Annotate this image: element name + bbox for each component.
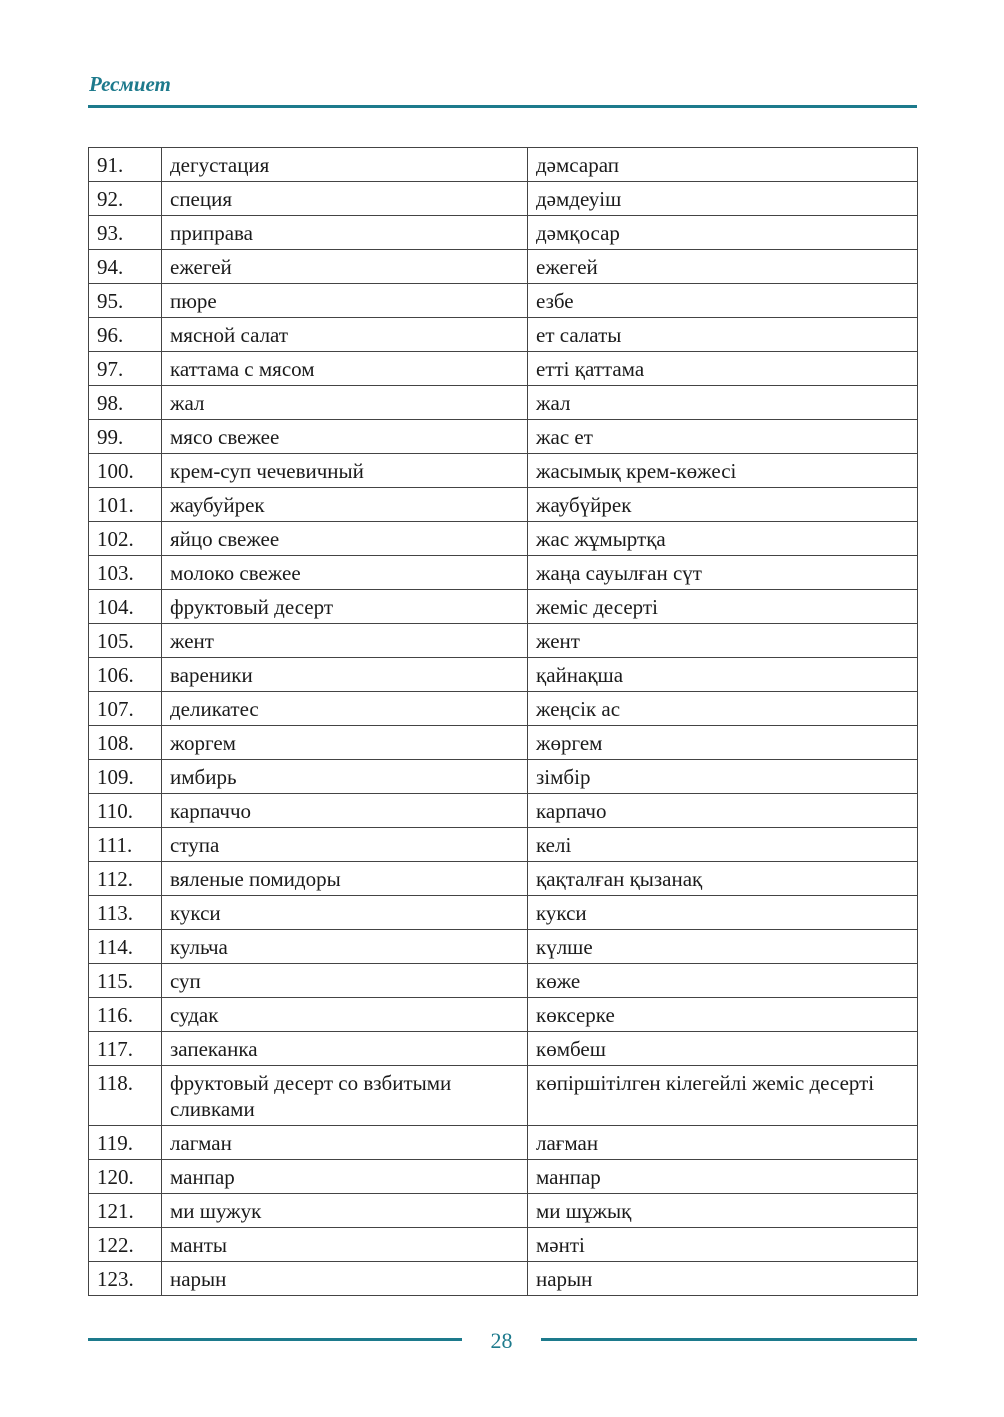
- row-number: 108.: [89, 726, 162, 760]
- russian-term: жал: [162, 386, 528, 420]
- russian-term: деликатес: [162, 692, 528, 726]
- table-row: [89, 352, 918, 386]
- row-number: 107.: [89, 692, 162, 726]
- russian-term: жент: [162, 624, 528, 658]
- table-row: [89, 998, 918, 1032]
- kazakh-term: мәнті: [528, 1228, 918, 1262]
- russian-term: специя: [162, 182, 528, 216]
- row-number: 100.: [89, 454, 162, 488]
- russian-term: нарын: [162, 1262, 528, 1296]
- russian-term: имбирь: [162, 760, 528, 794]
- table-row: [89, 828, 918, 862]
- table-row: [89, 726, 918, 760]
- table-row: [89, 148, 918, 182]
- russian-term: кульча: [162, 930, 528, 964]
- russian-term: ми шужук: [162, 1194, 528, 1228]
- russian-term: запеканка: [162, 1032, 528, 1066]
- russian-term: пюре: [162, 284, 528, 318]
- table-row: [89, 522, 918, 556]
- russian-term: крем-суп чечевичный: [162, 454, 528, 488]
- row-number: 94.: [89, 250, 162, 284]
- kazakh-term: ежегей: [528, 250, 918, 284]
- table-row: [89, 182, 918, 216]
- row-number: 117.: [89, 1032, 162, 1066]
- row-number: 93.: [89, 216, 162, 250]
- russian-term: кукси: [162, 896, 528, 930]
- table-row: [89, 488, 918, 522]
- table-row: [89, 794, 918, 828]
- row-number: 102.: [89, 522, 162, 556]
- table-row: [89, 454, 918, 488]
- kazakh-term: етті қаттама: [528, 352, 918, 386]
- russian-term: манпар: [162, 1160, 528, 1194]
- table-row: [89, 284, 918, 318]
- russian-term: фруктовый десерт со взбитыми сливками: [162, 1066, 528, 1126]
- glossary-table-body: [89, 148, 918, 1296]
- kazakh-term: лағман: [528, 1126, 918, 1160]
- russian-term: жоргем: [162, 726, 528, 760]
- row-number: 91.: [89, 148, 162, 182]
- kazakh-term: жасымық крем-көжесі: [528, 454, 918, 488]
- row-number: 114.: [89, 930, 162, 964]
- russian-term: жаубуйрек: [162, 488, 528, 522]
- kazakh-term: қақталған қызанақ: [528, 862, 918, 896]
- table-row: [89, 420, 918, 454]
- kazakh-term: жеңсік ас: [528, 692, 918, 726]
- kazakh-term: ми шұжық: [528, 1194, 918, 1228]
- row-number: 104.: [89, 590, 162, 624]
- footer-rule-left: [88, 1338, 462, 1341]
- russian-term: молоко свежее: [162, 556, 528, 590]
- table-row: [89, 216, 918, 250]
- row-number: 95.: [89, 284, 162, 318]
- kazakh-term: жеміс десерті: [528, 590, 918, 624]
- row-number: 92.: [89, 182, 162, 216]
- table-row: [89, 624, 918, 658]
- kazakh-term: көпіршітілген кілегейлі жеміс десерті: [528, 1066, 918, 1126]
- row-number: 119.: [89, 1126, 162, 1160]
- row-number: 99.: [89, 420, 162, 454]
- page-number: 28: [490, 1328, 513, 1353]
- table-row: [89, 930, 918, 964]
- table-row: [89, 590, 918, 624]
- footer-rule-right: [541, 1338, 917, 1341]
- russian-term: лагман: [162, 1126, 528, 1160]
- kazakh-term: жаңа сауылған сүт: [528, 556, 918, 590]
- row-number: 103.: [89, 556, 162, 590]
- table-row: [89, 1228, 918, 1262]
- row-number: 122.: [89, 1228, 162, 1262]
- russian-term: яйцо свежее: [162, 522, 528, 556]
- kazakh-term: ет салаты: [528, 318, 918, 352]
- row-number: 110.: [89, 794, 162, 828]
- russian-term: манты: [162, 1228, 528, 1262]
- kazakh-term: көмбеш: [528, 1032, 918, 1066]
- table-row: [89, 862, 918, 896]
- row-number: 118.: [89, 1066, 162, 1126]
- table-row: [89, 386, 918, 420]
- table-row: [89, 760, 918, 794]
- row-number: 106.: [89, 658, 162, 692]
- kazakh-term: жал: [528, 386, 918, 420]
- table-row: [89, 964, 918, 998]
- kazakh-term: зімбір: [528, 760, 918, 794]
- row-number: 97.: [89, 352, 162, 386]
- table-row: [89, 1066, 918, 1126]
- kazakh-term: дәмсарап: [528, 148, 918, 182]
- russian-term: каттама с мясом: [162, 352, 528, 386]
- kazakh-term: манпар: [528, 1160, 918, 1194]
- table-row: [89, 556, 918, 590]
- kazakh-term: дәмқосар: [528, 216, 918, 250]
- table-row: [89, 658, 918, 692]
- kazakh-term: жөргем: [528, 726, 918, 760]
- row-number: 111.: [89, 828, 162, 862]
- russian-term: суп: [162, 964, 528, 998]
- kazakh-term: карпачо: [528, 794, 918, 828]
- russian-term: карпаччо: [162, 794, 528, 828]
- header-rule: [88, 105, 917, 108]
- row-number: 115.: [89, 964, 162, 998]
- table-row: [89, 896, 918, 930]
- row-number: 98.: [89, 386, 162, 420]
- row-number: 96.: [89, 318, 162, 352]
- kazakh-term: жас жұмыртқа: [528, 522, 918, 556]
- russian-term: мясо свежее: [162, 420, 528, 454]
- russian-term: приправа: [162, 216, 528, 250]
- kazakh-term: жас ет: [528, 420, 918, 454]
- table-row: [89, 1032, 918, 1066]
- table-row: [89, 1160, 918, 1194]
- table-row: [89, 318, 918, 352]
- kazakh-term: көксерке: [528, 998, 918, 1032]
- russian-term: ежегей: [162, 250, 528, 284]
- row-number: 112.: [89, 862, 162, 896]
- table-row: [89, 1194, 918, 1228]
- table-row: [89, 692, 918, 726]
- glossary-table: [88, 147, 918, 1296]
- table-row: [89, 1262, 918, 1296]
- russian-term: вареники: [162, 658, 528, 692]
- running-header-title: Ресмиет: [89, 72, 171, 96]
- row-number: 121.: [89, 1194, 162, 1228]
- kazakh-term: езбе: [528, 284, 918, 318]
- russian-term: дегустация: [162, 148, 528, 182]
- russian-term: мясной салат: [162, 318, 528, 352]
- kazakh-term: дәмдеуіш: [528, 182, 918, 216]
- kazakh-term: жаубүйрек: [528, 488, 918, 522]
- row-number: 123.: [89, 1262, 162, 1296]
- russian-term: судак: [162, 998, 528, 1032]
- kazakh-term: күлше: [528, 930, 918, 964]
- russian-term: вяленые помидоры: [162, 862, 528, 896]
- russian-term: фруктовый десерт: [162, 590, 528, 624]
- kazakh-term: нарын: [528, 1262, 918, 1296]
- kazakh-term: келі: [528, 828, 918, 862]
- row-number: 120.: [89, 1160, 162, 1194]
- kazakh-term: жент: [528, 624, 918, 658]
- row-number: 116.: [89, 998, 162, 1032]
- row-number: 109.: [89, 760, 162, 794]
- row-number: 113.: [89, 896, 162, 930]
- kazakh-term: қайнақша: [528, 658, 918, 692]
- russian-term: ступа: [162, 828, 528, 862]
- kazakh-term: кукси: [528, 896, 918, 930]
- table-row: [89, 1126, 918, 1160]
- kazakh-term: көже: [528, 964, 918, 998]
- row-number: 101.: [89, 488, 162, 522]
- row-number: 105.: [89, 624, 162, 658]
- table-row: [89, 250, 918, 284]
